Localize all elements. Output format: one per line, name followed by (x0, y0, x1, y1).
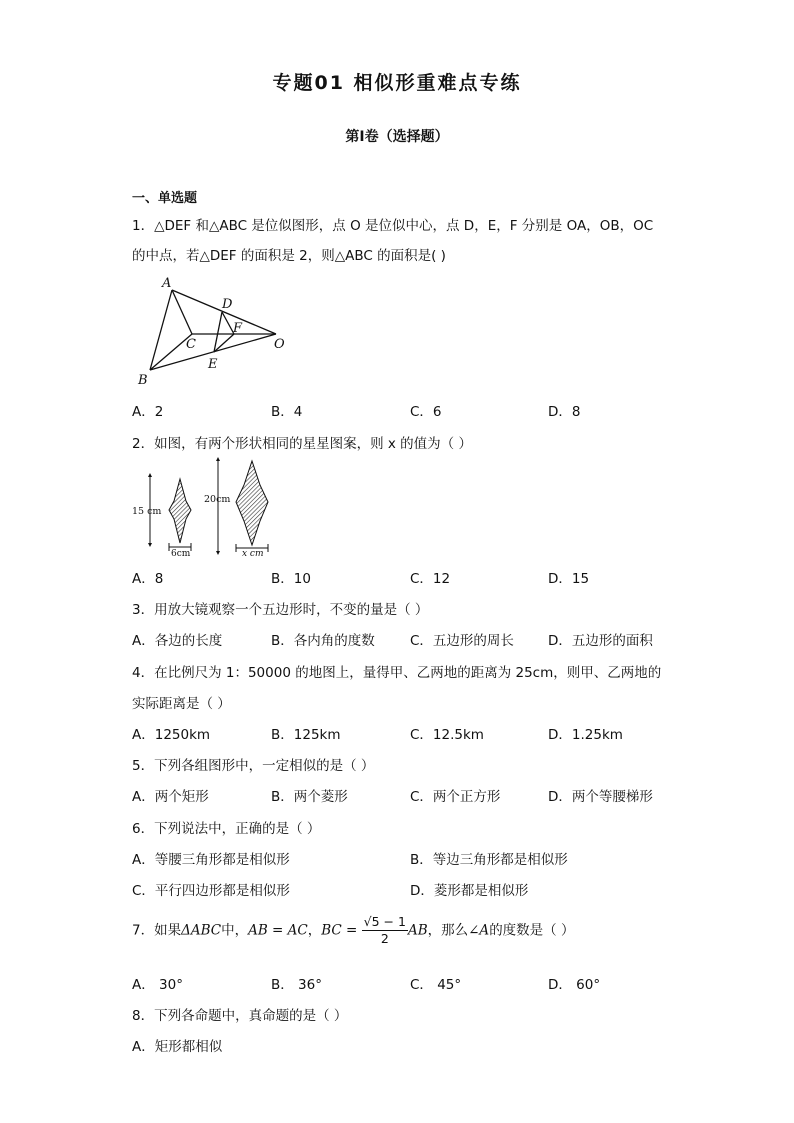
large-star-height-label: 20cm (204, 494, 231, 505)
q7-angle: ∠A (468, 922, 490, 939)
question-4-line-2: 实际距离是（ ） (132, 696, 231, 712)
question-1-figure (132, 270, 292, 390)
q1-option-d: D．8 (548, 404, 581, 420)
label-C: C (186, 337, 196, 352)
q4-option-c: C．12.5km (410, 727, 484, 743)
q4-option-b: B．125km (271, 727, 341, 743)
label-A: A (162, 276, 172, 291)
q3-option-b: B．各内角的度数 (271, 633, 375, 649)
q3-option-a: A．各边的长度 (132, 633, 223, 649)
q7-equation-2: BC = (321, 922, 358, 939)
question-8-line-1: 8．下列各命题中，真命题的是（ ） (132, 1008, 348, 1024)
q7-suffix: 的度数是（ ） (489, 922, 575, 939)
q1-option-c: C．6 (410, 404, 442, 420)
q7-comma: ， (307, 922, 322, 939)
q7-prefix: 7．如果 (132, 922, 182, 939)
label-O: O (274, 337, 285, 352)
page-title: 专题01 相似形重难点专练 (272, 72, 522, 94)
large-star-width-label: x cm (242, 549, 264, 557)
q6-option-c: C．平行四边形都是相似形 (132, 883, 290, 899)
question-6-line-1: 6．下列说法中，正确的是（ ） (132, 821, 321, 837)
q5-option-d: D．两个等腰梯形 (548, 789, 653, 805)
large-star-shape (236, 461, 268, 545)
q7-mid-1: 中， (221, 922, 249, 939)
question-2-line-1: 2．如图，有两个形状相同的星星图案，则 x 的值为（ ） (132, 436, 472, 452)
q2-option-c: C．12 (410, 571, 451, 587)
q7-fraction (362, 914, 408, 947)
q2-option-b: B．10 (271, 571, 311, 587)
question-1-line-1: 1．△DEF 和△ABC 是位似图形，点 O 是位似中心，点 D，E，F 分别是 OA，OB，OC (132, 218, 654, 234)
q1-option-a: A．2 (132, 404, 164, 420)
q4-option-a: A．1250km (132, 727, 211, 743)
small-star-width-label: 6cm (171, 549, 191, 557)
q7-fraction-denominator: 2 (380, 931, 389, 946)
label-D: D (222, 297, 233, 312)
question-3-line-1: 3．用放大镜观察一个五边形时，不变的量是（ ） (132, 602, 429, 618)
question-1-line-2: 的中点，若△DEF 的面积是 2，则△ABC 的面积是( ) (132, 248, 446, 264)
q5-option-c: C．两个正方形 (410, 789, 501, 805)
q7-triangle: ΔABC (181, 922, 222, 939)
q3-option-c: C．五边形的周长 (410, 633, 514, 649)
q5-option-a: A．两个矩形 (132, 789, 209, 805)
question-2-figure (132, 455, 282, 557)
label-F: F (233, 321, 243, 336)
label-B: B (138, 373, 148, 388)
q4-option-d: D．1.25km (548, 727, 623, 743)
question-4-line-1: 4．在比例尺为 1：50000 的地图上，量得甲、乙两地的距离为 25cm，则甲、乙两地的 (132, 665, 662, 681)
q6-option-d: D．菱形都是相似形 (410, 883, 529, 899)
segment-AB (150, 290, 172, 370)
q6-option-a: A．等腰三角形都是相似形 (132, 852, 290, 868)
q8-option-a: A．矩形都相似 (132, 1039, 223, 1055)
question-7-line-1 (132, 914, 574, 947)
q7-option-a: A． 30° (132, 977, 183, 993)
q6-option-b: B．等边三角形都是相似形 (410, 852, 568, 868)
small-star-height-label: 15 cm (132, 506, 162, 517)
q1-option-b: B．4 (271, 404, 303, 420)
question-5-line-1: 5．下列各组图形中，一定相似的是（ ） (132, 758, 375, 774)
q7-fraction-numerator: √5 − 1 (363, 914, 406, 929)
small-star-shape (169, 479, 191, 543)
q7-option-b: B． 36° (271, 977, 322, 993)
section-heading: 一、单选题 (132, 191, 198, 206)
q2-option-d: D．15 (548, 571, 590, 587)
q7-equation-1: AB = AC (248, 922, 308, 939)
label-E: E (208, 357, 218, 372)
q3-option-d: D．五边形的面积 (548, 633, 653, 649)
q5-option-b: B．两个菱形 (271, 789, 348, 805)
q2-option-a: A．8 (132, 571, 164, 587)
q7-equation-3: AB (407, 922, 428, 939)
q7-mid-2: ，那么 (427, 922, 469, 939)
q7-option-c: C． 45° (410, 977, 462, 993)
q7-option-d: D． 60° (548, 977, 601, 993)
volume-subtitle: 第I卷（选择题） (345, 129, 449, 145)
